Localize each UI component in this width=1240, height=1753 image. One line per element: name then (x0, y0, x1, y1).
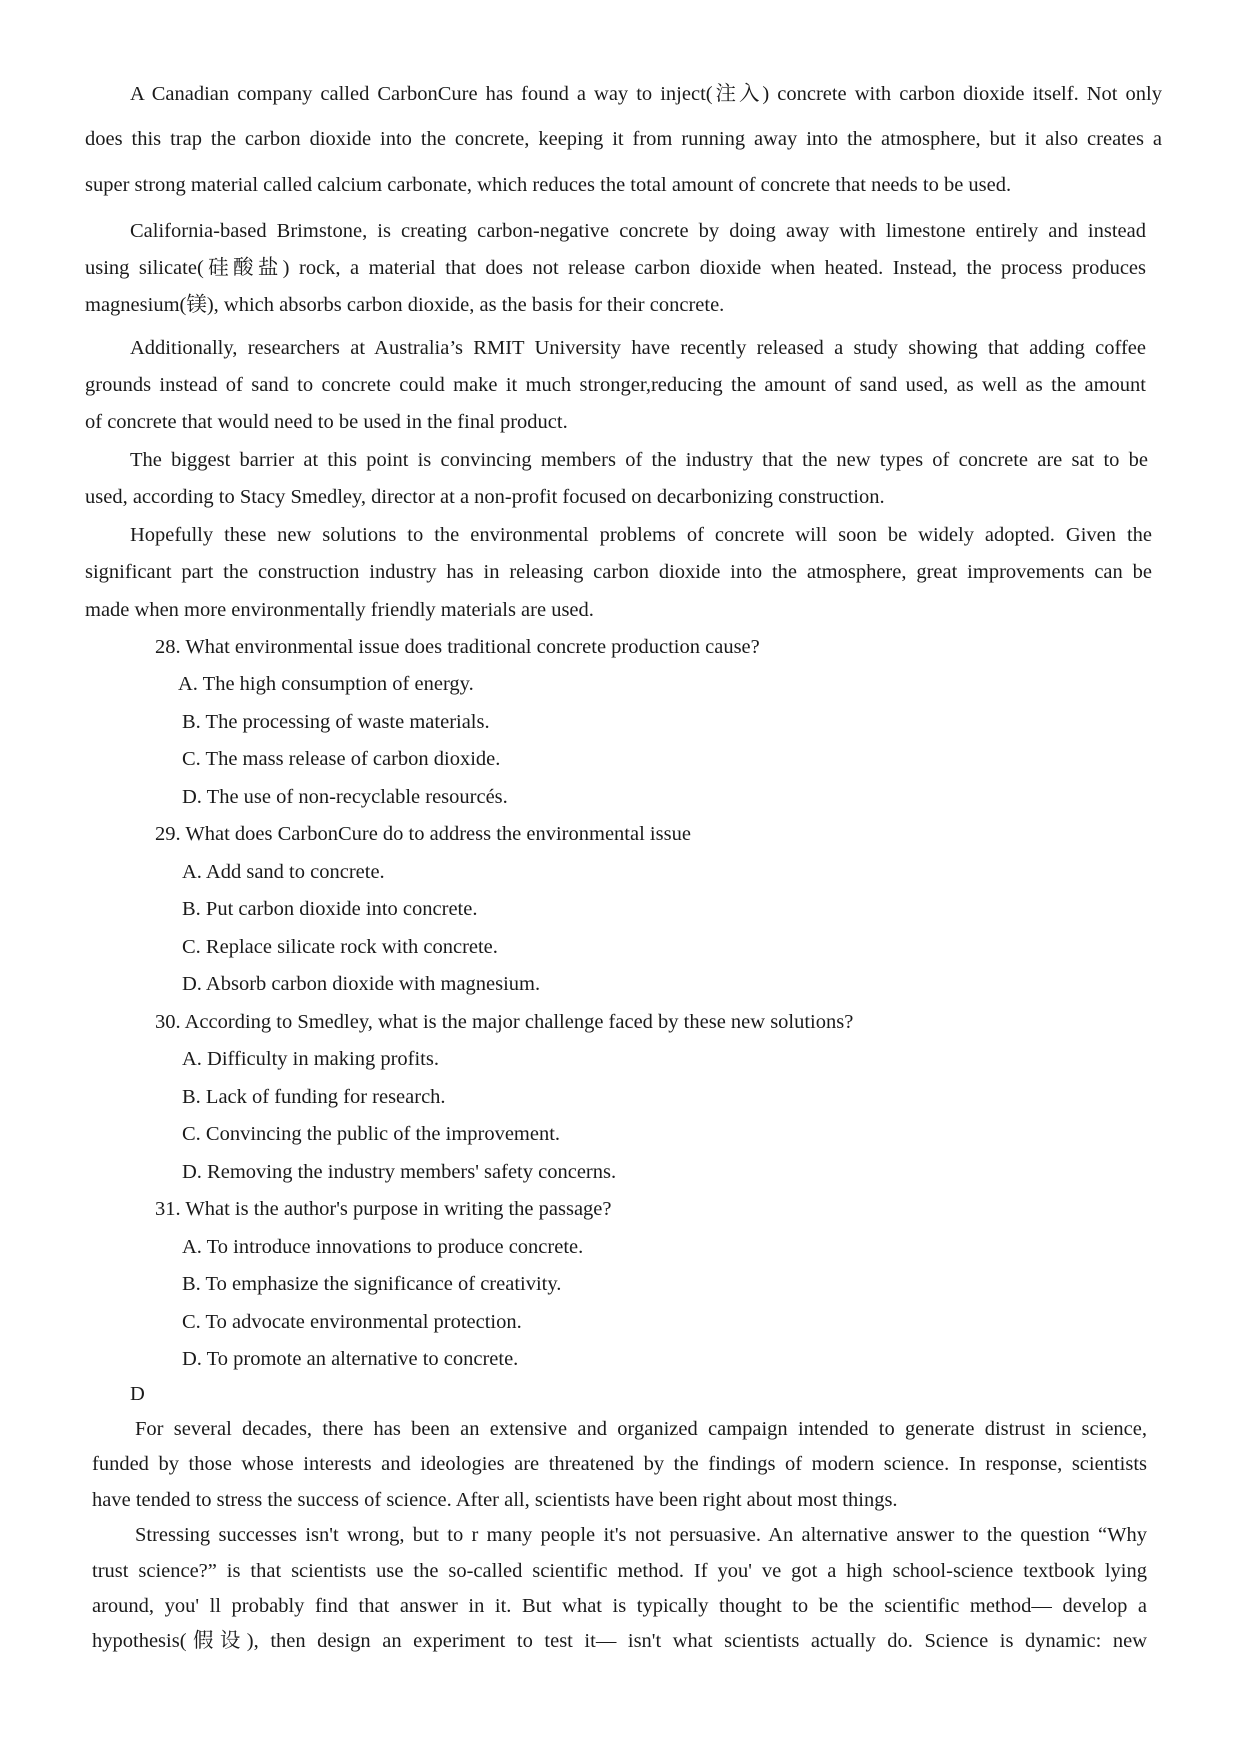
paragraph-line: The biggest barrier at this point is convincing members of the industry that the new types of concrete are sat to be (130, 449, 1148, 471)
paragraph-line: significant part the construction industry has in releasing carbon dioxide into the atmosphere, great improvements can be (85, 561, 1152, 583)
paragraph-line: Additionally, researchers at Australia’s RMIT University have recently released a study showing that adding coffee (130, 337, 1146, 359)
paragraph-line: super strong material called calcium carbonate, which reduces the total amount of concrete that needs to be used. (85, 174, 1012, 196)
paragraph-line: Hopefully these new solutions to the environmental problems of concrete will soon be widely adopted. Given the (130, 524, 1152, 546)
paragraph-line: have tended to stress the success of science. After all, scientists have been right about most things. (92, 1489, 898, 1511)
option-b: B. Put carbon dioxide into concrete. (182, 898, 478, 920)
option-a: A. The high consumption of energy. (178, 673, 474, 695)
question-stem: 28. What environmental issue does traditional concrete production cause? (155, 636, 760, 658)
paragraph-line: around, you' ll probably find that answer in it. But what is typically thought to be the scientific method— develop a (92, 1595, 1147, 1617)
option-c: C. Replace silicate rock with concrete. (182, 936, 498, 958)
option-a: A. Add sand to concrete. (182, 861, 385, 883)
paragraph-line: used, according to Stacy Smedley, director at a non-profit focused on decarbonizing construction. (85, 486, 885, 508)
paragraph-line: hypothesis(假设), then design an experiment to test it— isn't what scientists actually do. Science is dynamic: new (92, 1630, 1147, 1652)
paragraph-line: magnesium(镁), which absorbs carbon dioxide, as the basis for their concrete. (85, 294, 725, 316)
question-stem: 31. What is the author's purpose in writing the passage? (155, 1198, 612, 1220)
option-b: B. Lack of funding for research. (182, 1086, 446, 1108)
paragraph-line: A Canadian company called CarbonCure has found a way to inject(注入) concrete with carbon dioxide itself. Not only (130, 83, 1162, 105)
question-stem: 30. According to Smedley, what is the major challenge faced by these new solutions? (155, 1011, 854, 1033)
option-c: C. Convincing the public of the improvement. (182, 1123, 561, 1145)
paragraph-line: For several decades, there has been an extensive and organized campaign intended to generate distrust in science, (135, 1418, 1147, 1440)
option-d: D. The use of non-recyclable resourcés. (182, 786, 508, 808)
paragraph-line: Stressing successes isn't wrong, but to r many people it's not persuasive. An alternative answer to the question “Why (135, 1524, 1147, 1546)
option-d: D. Absorb carbon dioxide with magnesium. (182, 973, 541, 995)
passage-label: D (130, 1383, 145, 1405)
option-a: A. To introduce innovations to produce concrete. (182, 1236, 584, 1258)
option-c: C. The mass release of carbon dioxide. (182, 748, 501, 770)
paragraph-line: trust science?” is that scientists use the so-called scientific method. If you' ve got a high school-science textbook lying (92, 1560, 1147, 1582)
paragraph-line: grounds instead of sand to concrete could make it much stronger,reducing the amount of sand used, as well as the amount (85, 374, 1146, 396)
option-b: B. The processing of waste materials. (182, 711, 490, 733)
paragraph-line: using silicate(硅酸盐) rock, a material that does not release carbon dioxide when heated. Instead, the process produces (85, 257, 1146, 279)
paragraph-line: California-based Brimstone, is creating carbon-negative concrete by doing away with limestone entirely and instead (130, 220, 1146, 242)
paragraph-line: made when more environmentally friendly materials are used. (85, 599, 594, 621)
option-d: D. Removing the industry members' safety concerns. (182, 1161, 617, 1183)
option-a: A. Difficulty in making profits. (182, 1048, 439, 1070)
option-d: D. To promote an alternative to concrete. (182, 1348, 519, 1370)
question-stem: 29. What does CarbonCure do to address the environmental issue (155, 823, 691, 845)
paragraph-line: does this trap the carbon dioxide into the concrete, keeping it from running away into the atmosphere, but it also creates a (85, 128, 1162, 150)
paragraph-line: funded by those whose interests and ideologies are threatened by the findings of modern science. In response, scientists (92, 1453, 1147, 1475)
paragraph-line: of concrete that would need to be used in the final product. (85, 411, 568, 433)
option-b: B. To emphasize the significance of creativity. (182, 1273, 562, 1295)
option-c: C. To advocate environmental protection. (182, 1311, 522, 1333)
